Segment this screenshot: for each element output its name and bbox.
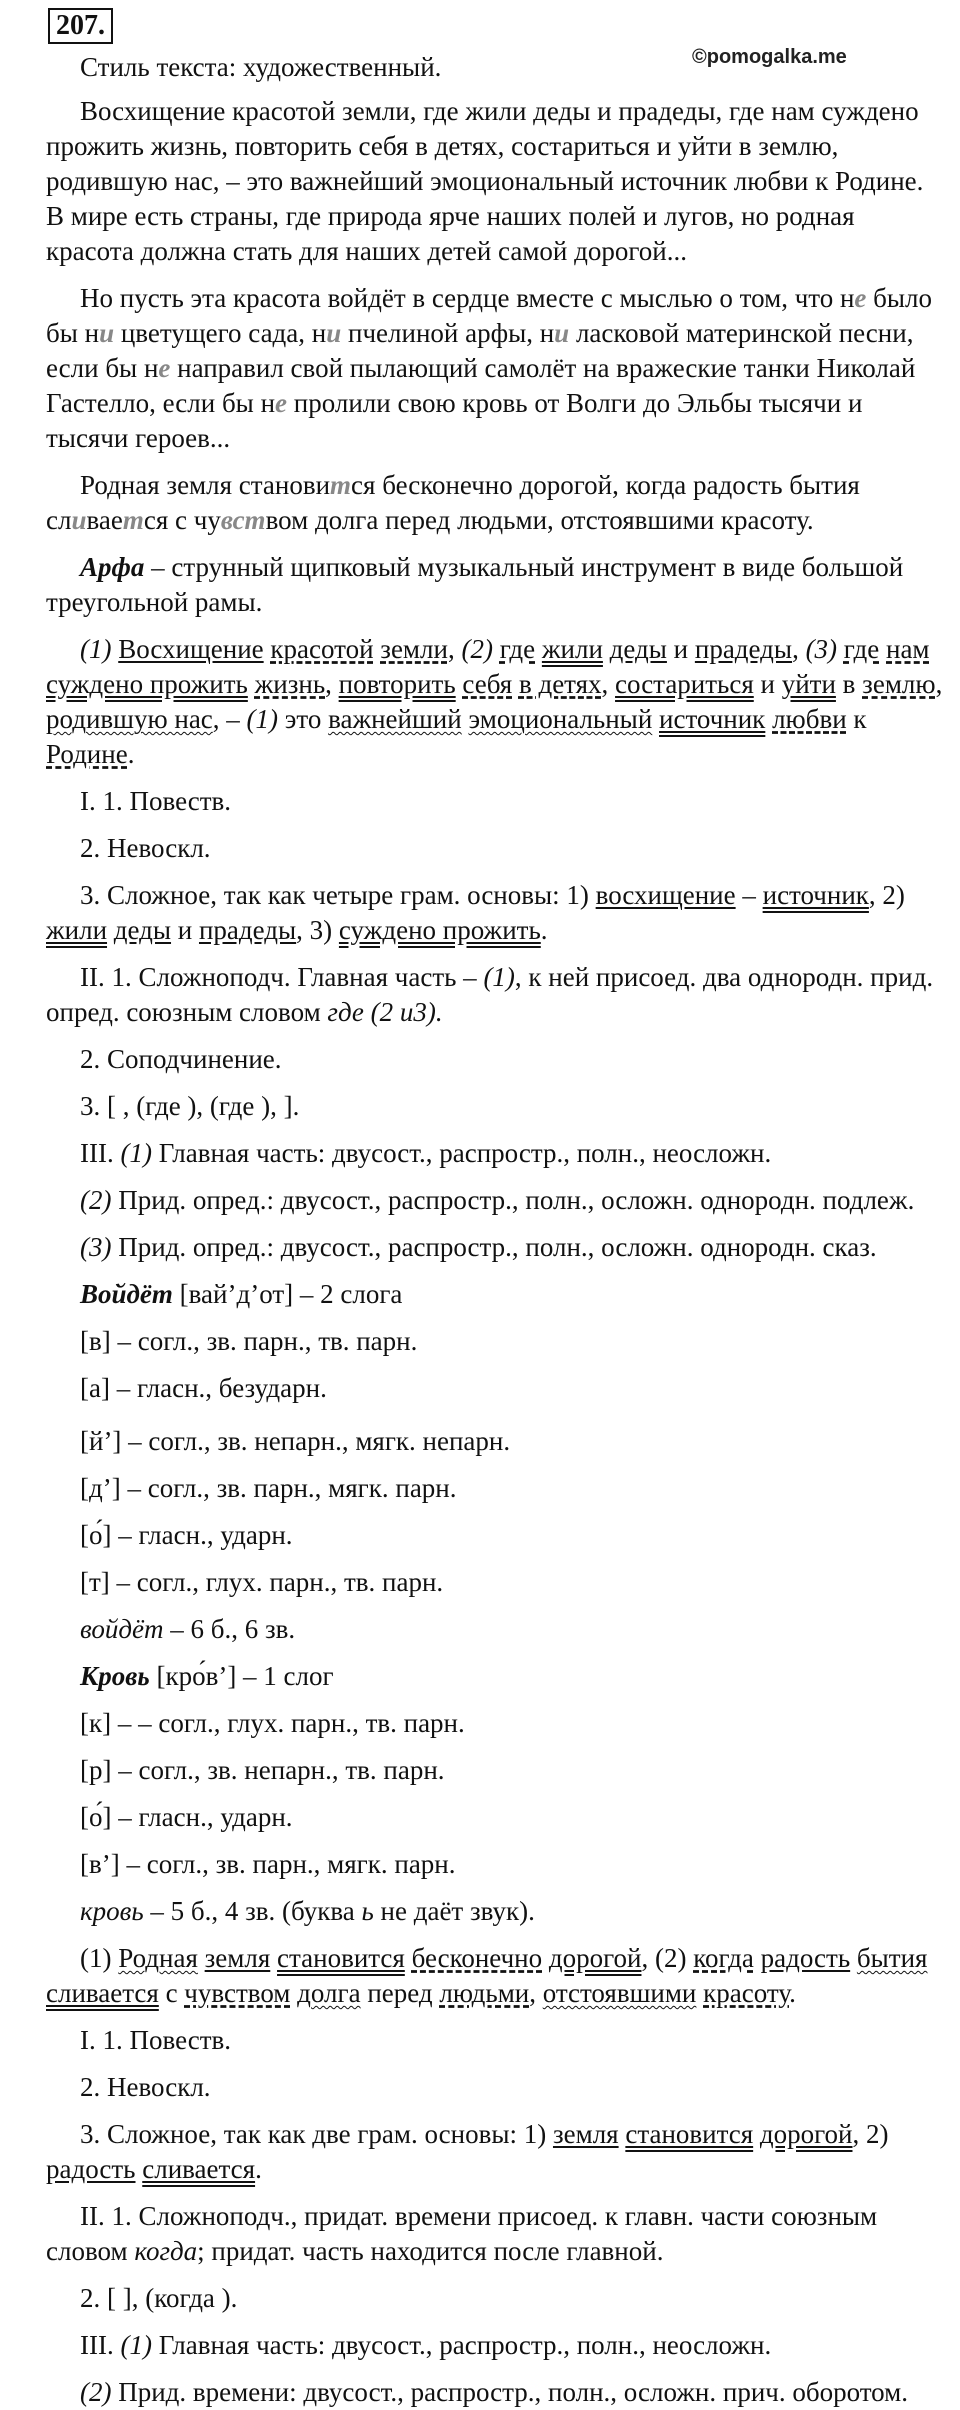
paragraph-1: Восхищение красотой земли, где жили деды и прадеды, где нам суждено прожить жизнь, повторить себя в детях, состариться и уйти в землю, родившую нас, – это важнейший эмоциональный источник любви к Родине. В мире есть страны, где природа ярче наших полей и лугов, но родная красота должна стать для наших детей самой дорогой... [46, 96, 924, 266]
analysis-1-line-5: 2. Соподчинение. [80, 1044, 282, 1074]
analysis-1-line-4: II. 1. Сложноподч. Главная часть – (1), к ней присоед. два однородн. прид. опред. союзным словом где (2 и3). [46, 962, 934, 1027]
phonetic-row: [д’] – согл., зв. парн., мягк. парн. [80, 1473, 457, 1503]
analysis-1-line-6: 3. [ , (где ), (где ), ]. [80, 1091, 300, 1121]
paragraph-3: Родная земля становится бесконечно дорогой, когда радость бытия сливается с чувством долга перед людьми, отстоявшими красоту. [46, 470, 860, 535]
analysis-2-line-2: 2. Невоскл. [80, 2072, 211, 2102]
phonetic-summary-1: войдёт – 6 б., 6 зв. [80, 1614, 296, 1644]
paragraph-2: Но пусть эта красота войдёт в сердце вместе с мыслью о том, что не было бы ни цветущего сада, ни пчелиной арфы, ни ласковой материнской песни, если бы не направил свой пылающий самолёт на вражеские танки Николай Гастелло, если бы не пролили свою кровь от Волги до Эльбы тысячи и тысячи героев... [46, 283, 933, 453]
phonetic-row: [в] – согл., зв. парн., тв. парн. [80, 1326, 418, 1356]
sentence-analysis-2: (1) Родная земля становится бесконечно дорогой, (2) когда радость бытия сливается с чувством долга перед людьми, отстоявшими красоту. [46, 1943, 928, 2008]
analysis-2-line-1: I. 1. Повеств. [80, 2025, 232, 2055]
analysis-2-line-5: 2. [ ], (когда ). [80, 2283, 238, 2313]
phonetic-row: [р] – согл., зв. непарн., тв. парн. [80, 1755, 445, 1785]
sentence-analysis-1: (1) Восхищение красотой земли, (2) где жили деды и прадеды, (3) где нам суждено прожить жизнь, повторить себя в детях, состариться и уйти в землю, родившую нас, – (1) это важнейший эмоциональный источник любви к Родине. [46, 634, 943, 769]
harp-definition: Арфа – струнный щипковый музыкальный инструмент в виде большой треугольной рамы. [46, 552, 904, 617]
phonetic-heading-2: Кровь [кро́в’] – 1 слог [80, 1661, 334, 1691]
phonetic-summary-2: кровь – 5 б., 4 зв. (буква ь не даёт звук). [80, 1896, 535, 1926]
phonetic-row: [а] – гласн., безударн. [80, 1373, 327, 1403]
analysis-1-line-1: I. 1. Повеств. [80, 786, 232, 816]
phonetic-row: [о́] – гласн., ударн. [80, 1802, 293, 1832]
analysis-1-line-7: III. (1) Главная часть: двусост., распростр., полн., неосложн. [80, 1138, 772, 1168]
phonetic-row: [т] – согл., глух. парн., тв. парн. [80, 1567, 444, 1597]
analysis-2-line-4: II. 1. Сложноподч., придат. времени присоед. к главн. части союзным словом когда; придат. часть находится после главной. [46, 2201, 878, 2266]
text-style-line: Стиль текста: художественный. [80, 52, 442, 82]
phonetic-row: [й’] – согл., зв. непарн., мягк. непарн. [80, 1426, 511, 1456]
phonetic-heading-1: Войдёт [вай’д’от] – 2 слога [80, 1279, 403, 1309]
analysis-1-line-8: (2) Прид. опред.: двусост., распростр., полн., осложн. однородн. подлеж. [80, 1185, 915, 1215]
phonetic-row: [о́] – гласн., ударн. [80, 1520, 293, 1550]
watermark: ©pomogalka.me [692, 46, 847, 68]
analysis-2-line-7: (2) Прид. времени: двусост., распростр., полн., осложн. прич. оборотом. [80, 2377, 908, 2407]
phonetic-row: [к] – – согл., глух. парн., тв. парн. [80, 1708, 465, 1738]
exercise-number: 207. [48, 8, 113, 44]
analysis-1-line-9: (3) Прид. опред.: двусост., распростр., полн., осложн. однородн. сказ. [80, 1232, 877, 1262]
analysis-1-line-3: 3. Сложное, так как четыре грам. основы: 1) восхищение – источник, 2) жили деды и прадеды, 3) суждено прожить. [46, 880, 905, 945]
phonetic-row: [в’] – согл., зв. парн., мягк. парн. [80, 1849, 456, 1879]
analysis-2-line-3: 3. Сложное, так как две грам. основы: 1) земля становится дорогой, 2) радость сливается. [46, 2119, 889, 2184]
analysis-1-line-2: 2. Невоскл. [80, 833, 211, 863]
analysis-2-line-6: III. (1) Главная часть: двусост., распростр., полн., неосложн. [80, 2330, 772, 2360]
